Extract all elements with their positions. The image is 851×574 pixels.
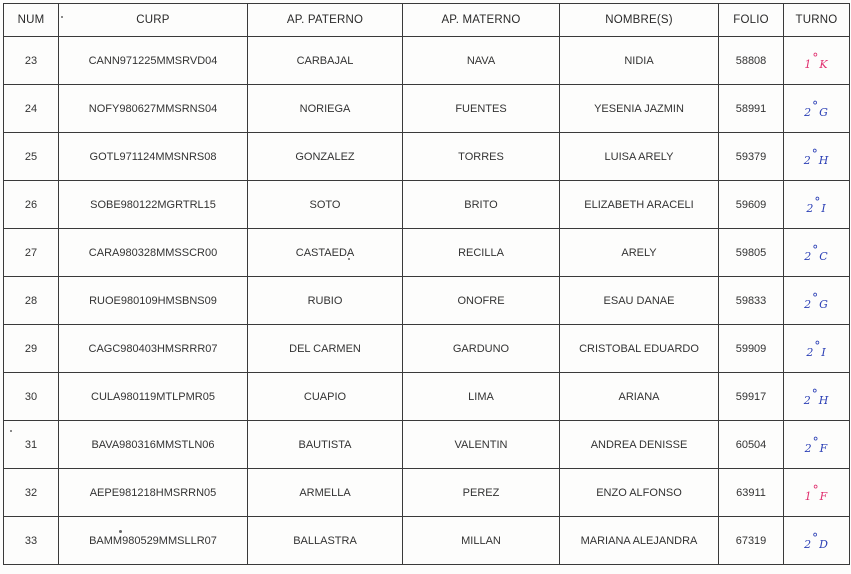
- table-body: [4, 37, 850, 565]
- cell-num: 23: [4, 37, 59, 85]
- cell-curp: CANN971225MMSRVD04: [59, 37, 248, 85]
- cell-paterno: BALLASTRA: [248, 517, 403, 565]
- cell-nombre: YESENIA JAZMIN: [560, 85, 719, 133]
- cell-folio: 63911: [719, 469, 784, 517]
- turno-grado: 2: [804, 441, 813, 455]
- turno-grupo: D: [819, 537, 829, 551]
- cell-paterno: CARBAJAL: [248, 37, 403, 85]
- turno-grupo: I: [821, 345, 827, 359]
- table-row: [4, 133, 850, 181]
- table-header: [4, 4, 850, 37]
- cell-folio: 58991: [719, 85, 784, 133]
- cell-num: 32: [4, 469, 59, 517]
- cell-num: 24: [4, 85, 59, 133]
- cell-curp: RUOE980109HMSBNS09: [59, 277, 248, 325]
- table-row: [4, 277, 850, 325]
- cell-paterno: SOTO: [248, 181, 403, 229]
- table-row: [4, 85, 850, 133]
- scan-speck: [119, 530, 122, 533]
- cell-num: 27: [4, 229, 59, 277]
- cell-materno: LIMA: [403, 373, 560, 421]
- cell-num: 30: [4, 373, 59, 421]
- table-row: [4, 373, 850, 421]
- column-header-folio: FOLIO: [719, 4, 784, 37]
- cell-num: 25: [4, 133, 59, 181]
- cell-turno-handwritten: [784, 37, 850, 85]
- turno-grupo: K: [819, 57, 829, 71]
- cell-curp: BAMM980529MMSLLR07: [59, 517, 248, 565]
- cell-curp: NOFY980627MMSRNS04: [59, 85, 248, 133]
- cell-materno: ONOFRE: [403, 277, 560, 325]
- cell-num: 29: [4, 325, 59, 373]
- turno-grado: 2: [806, 345, 815, 359]
- column-header-curp: CURP: [59, 4, 248, 37]
- turno-grado: 2: [804, 537, 813, 551]
- cell-num: 28: [4, 277, 59, 325]
- cell-paterno: DEL CARMEN: [248, 325, 403, 373]
- cell-turno-handwritten: [784, 181, 850, 229]
- header-row: [4, 4, 850, 37]
- turno-grado: 2: [806, 201, 815, 215]
- cell-folio: 59609: [719, 181, 784, 229]
- table-row: [4, 229, 850, 277]
- column-header-paterno: AP. PATERNO: [248, 4, 403, 37]
- cell-nombre: MARIANA ALEJANDRA: [560, 517, 719, 565]
- cell-turno-handwritten: [784, 517, 850, 565]
- cell-num: 26: [4, 181, 59, 229]
- scan-speck: [61, 16, 63, 18]
- table-row: [4, 469, 850, 517]
- scan-speck: [348, 258, 350, 260]
- cell-curp: SOBE980122MGRTRL15: [59, 181, 248, 229]
- degree-mark: °: [814, 338, 822, 353]
- table-row: [4, 325, 850, 373]
- turno-grupo: F: [819, 489, 829, 503]
- cell-nombre: LUISA ARELY: [560, 133, 719, 181]
- cell-folio: 59917: [719, 373, 784, 421]
- cell-turno-handwritten: [784, 421, 850, 469]
- cell-paterno: GONZALEZ: [248, 133, 403, 181]
- turno-grado: 2: [803, 153, 812, 167]
- cell-curp: CAGC980403HMSRRR07: [59, 325, 248, 373]
- turno-grupo: I: [821, 201, 827, 215]
- cell-paterno: CASTAEDA: [248, 229, 403, 277]
- cell-num: 33: [4, 517, 59, 565]
- cell-materno: PEREZ: [403, 469, 560, 517]
- cell-materno: TORRES: [403, 133, 560, 181]
- cell-materno: MILLAN: [403, 517, 560, 565]
- cell-nombre: CRISTOBAL EDUARDO: [560, 325, 719, 373]
- cell-nombre: ESAU DANAE: [560, 277, 719, 325]
- cell-turno-handwritten: [784, 229, 850, 277]
- turno-grupo: F: [819, 441, 829, 455]
- table-row: [4, 517, 850, 565]
- degree-mark: °: [812, 50, 820, 65]
- turno-grupo: G: [819, 297, 829, 311]
- table-row: [4, 37, 850, 85]
- cell-curp: CARA980328MMSSCR00: [59, 229, 248, 277]
- cell-folio: 59805: [719, 229, 784, 277]
- turno-grado: 1: [804, 489, 813, 503]
- cell-paterno: NORIEGA: [248, 85, 403, 133]
- cell-turno-handwritten: [784, 85, 850, 133]
- degree-mark: °: [811, 386, 819, 401]
- cell-folio: 59379: [719, 133, 784, 181]
- column-header-turno: TURNO: [784, 4, 850, 37]
- turno-grado: 2: [803, 393, 812, 407]
- cell-folio: 67319: [719, 517, 784, 565]
- cell-materno: FUENTES: [403, 85, 560, 133]
- cell-folio: 58808: [719, 37, 784, 85]
- cell-curp: BAVA980316MMSTLN06: [59, 421, 248, 469]
- degree-mark: °: [811, 146, 819, 161]
- turno-grado: 2: [804, 105, 813, 119]
- degree-mark: °: [812, 434, 820, 449]
- degree-mark: °: [812, 98, 820, 113]
- cell-turno-handwritten: [784, 469, 850, 517]
- cell-nombre: NIDIA: [560, 37, 719, 85]
- degree-mark: °: [812, 530, 820, 545]
- column-header-num: NUM: [4, 4, 59, 37]
- degree-mark: °: [814, 194, 822, 209]
- table-row: [4, 181, 850, 229]
- cell-turno-handwritten: [784, 325, 850, 373]
- degree-mark: °: [812, 482, 820, 497]
- column-header-materno: AP. MATERNO: [403, 4, 560, 37]
- cell-paterno: RUBIO: [248, 277, 403, 325]
- degree-mark: °: [812, 242, 820, 257]
- cell-turno-handwritten: [784, 373, 850, 421]
- cell-curp: GOTL971124MMSNRS08: [59, 133, 248, 181]
- cell-paterno: CUAPIO: [248, 373, 403, 421]
- cell-materno: RECILLA: [403, 229, 560, 277]
- cell-paterno: BAUTISTA: [248, 421, 403, 469]
- cell-materno: VALENTIN: [403, 421, 560, 469]
- turno-grado: 2: [804, 249, 813, 263]
- cell-turno-handwritten: [784, 133, 850, 181]
- cell-materno: NAVA: [403, 37, 560, 85]
- turno-grado: 2: [804, 297, 813, 311]
- table-row: [4, 421, 850, 469]
- cell-nombre: ARIANA: [560, 373, 719, 421]
- cell-turno-handwritten: [784, 277, 850, 325]
- degree-mark: °: [812, 290, 820, 305]
- cell-folio: 60504: [719, 421, 784, 469]
- column-header-nombre: NOMBRE(S): [560, 4, 719, 37]
- cell-nombre: ARELY: [560, 229, 719, 277]
- cell-folio: 59909: [719, 325, 784, 373]
- cell-nombre: ELIZABETH ARACELI: [560, 181, 719, 229]
- cell-materno: GARDUNO: [403, 325, 560, 373]
- cell-paterno: ARMELLA: [248, 469, 403, 517]
- student-roster-table: [3, 3, 850, 565]
- cell-curp: CULA980119MTLPMR05: [59, 373, 248, 421]
- cell-num: 31: [4, 421, 59, 469]
- cell-folio: 59833: [719, 277, 784, 325]
- turno-grupo: H: [818, 153, 830, 167]
- turno-grupo: G: [819, 105, 829, 119]
- turno-grado: 1: [804, 57, 813, 71]
- cell-nombre: ANDREA DENISSE: [560, 421, 719, 469]
- cell-curp: AEPE981218HMSRRN05: [59, 469, 248, 517]
- cell-nombre: ENZO ALFONSO: [560, 469, 719, 517]
- scan-speck: [10, 430, 12, 432]
- turno-grupo: C: [819, 249, 829, 263]
- turno-grupo: H: [818, 393, 830, 407]
- cell-materno: BRITO: [403, 181, 560, 229]
